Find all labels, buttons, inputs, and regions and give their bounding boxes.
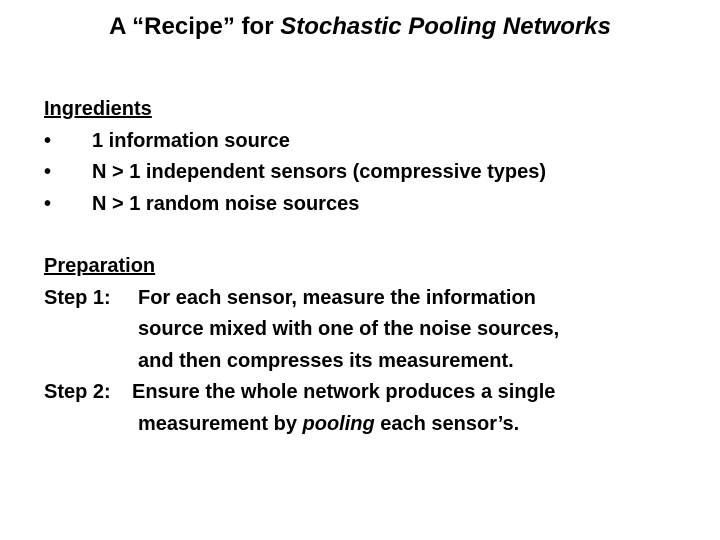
title-prefix: A “Recipe” for — [109, 13, 281, 40]
slide-body — [44, 94, 559, 440]
step-1-line-1: For each sensor, measure the information — [138, 286, 536, 309]
step-2-label: Step 2: — [44, 381, 111, 403]
step-2-line-1: Ensure the whole network produces a single — [132, 381, 556, 403]
ingredient-item — [44, 126, 559, 158]
step-1-line-2: source mixed with one of the noise sources, — [138, 318, 560, 340]
title-emphasis: Stochastic Pooling Networks — [280, 13, 611, 40]
step-2-emphasis: pooling — [302, 412, 375, 435]
step-1-line-3: and then compresses its measurement. — [138, 349, 514, 372]
section-spacer — [44, 220, 559, 251]
step-1-label: Step 1: — [44, 286, 111, 309]
ingredient-text: N > 1 independent sensors (compressive types) — [92, 161, 547, 183]
bullet-icon: • — [44, 192, 52, 215]
bullet-icon: • — [44, 129, 52, 152]
step-1 — [44, 283, 559, 315]
ingredients-heading: Ingredients — [44, 98, 152, 120]
ingredient-text: 1 information source — [92, 129, 290, 152]
preparation-heading: Preparation — [44, 255, 156, 277]
ingredient-item — [44, 157, 559, 189]
step-2-line-2-post: each sensor’s. — [374, 412, 520, 435]
slide-title — [0, 10, 720, 44]
step-2-line-2-pre: measurement by — [138, 412, 303, 435]
bullet-icon: • — [44, 161, 52, 183]
ingredient-text: N > 1 random noise sources — [92, 192, 360, 215]
step-2 — [44, 377, 559, 409]
step-2-line-2 — [44, 409, 559, 441]
ingredient-item — [44, 189, 559, 221]
